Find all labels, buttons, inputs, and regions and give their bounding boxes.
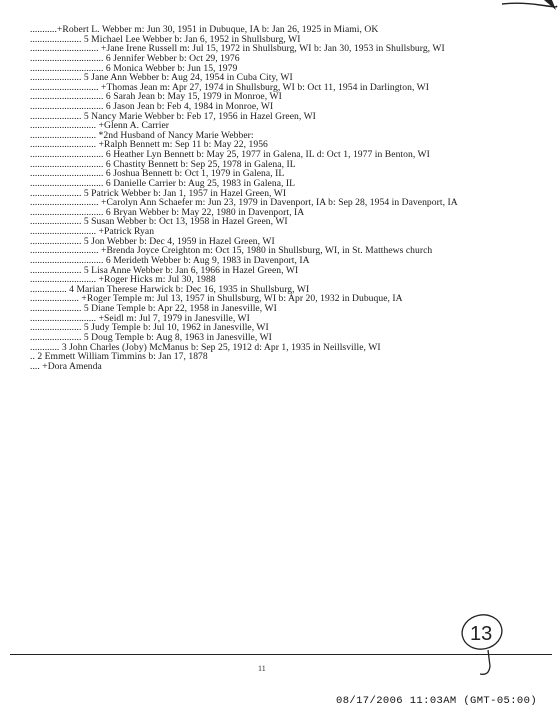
entry-line: ............................ +Brenda Joyce Creighton m: Oct 15, 1980 in Shullsburg, WI, in St. Matthews church <box>30 245 433 257</box>
entry-line: .............................. 6 Heather Lyn Bennett b: May 25, 1977 in Galena, IL d: Oct 1, 1977 in Benton, WI <box>30 149 430 161</box>
entry-line: .............................. 6 Jennifer Webber b: Oct 29, 1976 <box>30 52 240 64</box>
entry-line: ..................... 5 Lisa Anne Webber b: Jan 6, 1966 in Hazel Green, WI <box>30 264 299 276</box>
fax-timestamp: 08/17/2006 11:03AM (GMT-05:00) <box>336 695 538 707</box>
handwritten-page-mark <box>452 610 522 685</box>
entry-line: ..................... 5 Susan Webber b: Oct 13, 1958 in Hazel Green, WI <box>30 216 288 228</box>
handwritten-page-number: 13 <box>470 623 493 645</box>
entry-line: .............................. 6 Chastity Bennett b: Sep 25, 1978 in Galena, IL <box>30 158 296 170</box>
entry-line: .............................. 6 Jason Jean b: Feb 4, 1984 in Monroe, WI <box>30 101 274 112</box>
entry-line: ...........+Robert L. Webber m: Jun 30, 1951 in Dubuque, IA b: Jan 26, 1925 in Miami, OK <box>30 24 379 35</box>
entry-line: .............................. 6 Monica Webber b: Jun 15, 1979 <box>30 62 238 74</box>
entry-line: ..................... 5 Jane Ann Webber b: Aug 24, 1954 in Cuba City, WI <box>30 72 293 84</box>
entry-line: ........................... +Seidl m: Jul 7, 1979 in Janesville, WI <box>30 312 250 324</box>
entry-line: .... +Dora Amenda <box>30 360 102 372</box>
entry-line: ..................... 5 Patrick Webber b: Jan 1, 1957 in Hazel Green, WI <box>30 187 287 199</box>
entry-line: ........................... +Glenn A. Carrier <box>30 120 170 132</box>
entry-line: ..................... 5 Michael Lee Webber b: Jan 6, 1952 in Shullsburg, WI <box>30 33 301 45</box>
entry-line: ..................... 5 Jon Webber b: Dec 4, 1959 in Hazel Green, WI <box>30 235 275 247</box>
entry-line: ............... 4 Marian Therese Harwick b: Dec 16, 1935 in Shullsburg, WI <box>30 283 310 295</box>
entry-line: .............................. 6 Joshua Bennett b: Oct 1, 1979 in Galena, IL <box>30 168 285 180</box>
entry-line: ..................... 5 Doug Temple b: Aug 8, 1963 in Janesville, WI <box>30 331 272 343</box>
entry-line: ............................ +Thomas Jean m: Apr 27, 1974 in Shullsburg, WI b: Oct 11, 1954 in Darlington, WI <box>30 81 430 93</box>
entry-line: ........................... +Roger Hicks m: Jul 30, 1988 <box>30 274 216 286</box>
page-number: 11 <box>258 664 266 673</box>
entry-line: ............................ +Jane Irene Russell m: Jul 15, 1972 in Shullsburg, WI b: Jan 30, 1953 in Shullsburg, WI <box>30 43 445 55</box>
entry-line: .............................. 6 Merideth Webber b: Aug 9, 1983 in Davenport, IA <box>30 254 310 266</box>
entry-line: ........................... *2nd Husband of Nancy Marie Webber: <box>30 129 254 141</box>
entry-line: ..................... 5 Diane Temple b: Apr 22, 1958 in Janesville, WI <box>30 303 277 314</box>
entry-line: .............................. 6 Bryan Webber b: May 22, 1980 in Davenport, IA <box>30 206 305 218</box>
entry-line: .................... +Roger Temple m: Jul 13, 1957 in Shullsburg, WI b: Apr 20, 1932 in Dubuque, IA <box>30 293 403 305</box>
entry-line: .............................. 6 Danielle Carrier b: Aug 25, 1983 in Galena, IL <box>30 177 296 189</box>
footer-rule <box>10 654 552 655</box>
entry-line: ........................... +Ralph Bennett m: Sep 11 b: May 22, 1956 <box>30 139 268 151</box>
entry-line: ..................... 5 Nancy Marie Webber b: Feb 17, 1956 in Hazel Green, WI <box>30 110 316 122</box>
corner-scan-mark <box>500 0 560 18</box>
entry-line: .............................. 6 Sarah Jean b: May 15, 1979 in Monroe, WI <box>30 91 282 103</box>
entry-line: ............ 3 John Charles (Joby) McManus b: Sep 25, 1912 d: Apr 1, 1935 in Neillsville, WI <box>30 341 381 353</box>
entry-line: .. 2 Emmett William Timmins b: Jan 17, 1878 <box>30 351 208 363</box>
entry-line: ........................... +Patrick Ryan <box>30 226 155 237</box>
entry-line: ..................... 5 Judy Temple b: Jul 10, 1962 in Janesville, WI <box>30 322 269 334</box>
entry-line: ............................ +Carolyn Ann Schaefer m: Jun 23, 1979 in Davenport, IA b: Sep 28, 1954 in Davenport, IA <box>30 197 458 209</box>
